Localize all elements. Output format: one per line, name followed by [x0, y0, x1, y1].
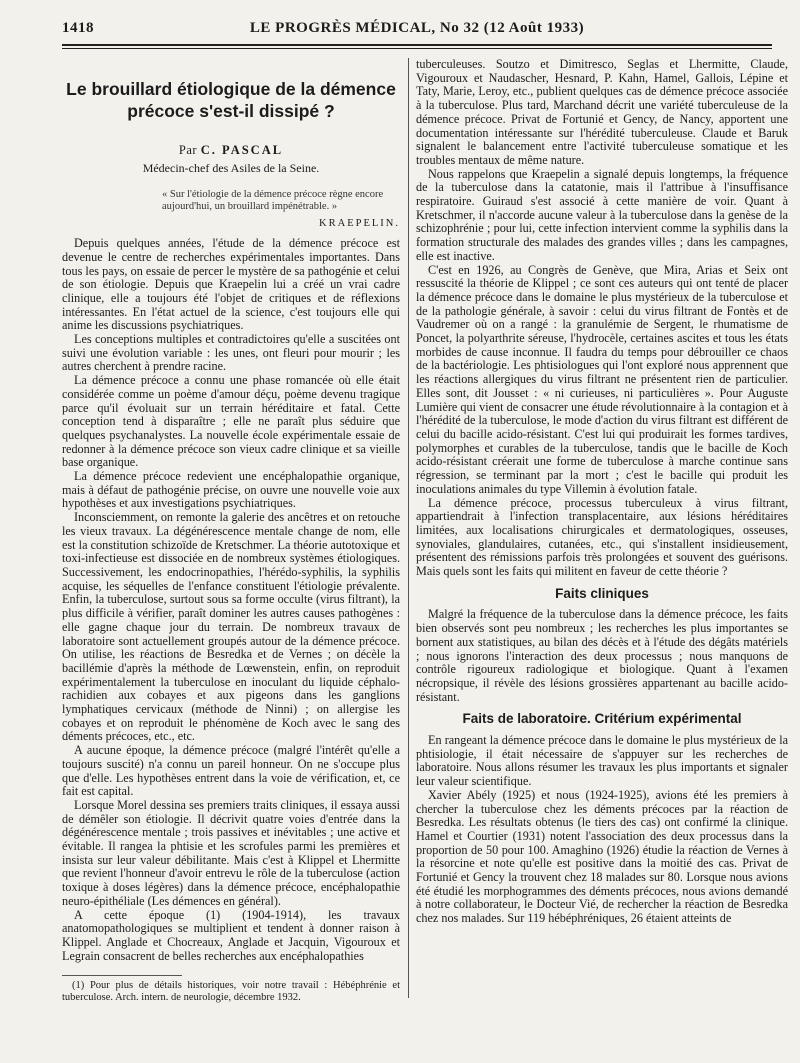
paragraph: Nous rappelons que Kraepelin a signalé depuis longtemps, la fréquence de la tuberculose dans la catatonie, mais il l'attribue à l'insuffisance respiratoire. Guiraud s'est associé à cette manière de voir. Quant à Kretschmer, il n'accorde aucune valeur à la tuberculose dans la genèse de la schizophrénie ; pour lui, cette infection intervient comme la syphilis dans la formation structurale des malades des grandes villes ; dans les campagnes, elle est inactive.	[416, 166, 788, 263]
paragraph: tuberculeuses. Soutzo et Dimitresco, Seglas et Lhermitte, Claude, Vigouroux et Naudascher, Hesnard, P. Kahn, Hamel, Gallois, Lépine et Taty, Marie, Leroy, etc., publient quelques cas de démence précoce associée à la tuberculose. Plus tard, Marchand décrit une variété tuberculeuse de la démence précoce. Privat de Fortunié et Gency, de Nancy, apportent une documentation intéressante sur l'hérédité tuberculeuse. Claude et Baruk signalent le balancement entre l'activité tuberculeuse somatique et les troubles mentaux de même nature.	[416, 57, 788, 167]
page-header	[62, 20, 772, 42]
paragraph: La démence précoce, processus tuberculeux à virus filtrant, appartiendrait à l'infection transplacentaire, aux lésions héréditaires limitées, aux localisations chirurgicales et dermatologiques, osseuses, synoviales, glandulaires, cutanées, etc., qui s'installent insidieusement, présentent des rémissions parfois très prolongées et souvent des guérisons. Mais quels sont les faits qui militent en faveur de cette théorie ?	[416, 495, 788, 579]
epigraph: « Sur l'étiologie de la démence précoce règne encore aujourd'hui, un brouillard impénétrable. »	[162, 189, 384, 213]
article-title: Le brouillard étiologique de la démence précoce s'est-il dissipé ?	[66, 79, 396, 121]
column-divider	[408, 58, 409, 998]
left-column	[62, 58, 400, 1004]
page-number: 1418	[62, 20, 94, 36]
author-prefix: Par	[178, 143, 198, 157]
header-rule	[62, 44, 772, 46]
paragraph: La démence précoce redevient une encéphalopathie organique, mais à défaut de pathogénie précise, on ouvre une nouvelle voie aux hypothèses et aux investigations psychiatriques.	[62, 469, 400, 511]
author-line	[62, 144, 400, 158]
paragraph: A cette époque (1) (1904-1914), les travaux anatomopathologiques se multiplient et tendent à donner raison à Klippel. Anglade et Chocreaux, Anglade et Jacquin, Vigouroux et Legrain consacrent de belles recherches aux encéphalopathies	[62, 907, 400, 963]
paragraph: A aucune époque, la démence précoce (malgré l'intérêt qu'elle a toujours suscité) n'a connu un pareil honneur. On ne s'occupe plus que d'elle. Les hypothèses entrent dans la voie de vérification, et, ce fait est capital.	[62, 743, 400, 799]
paragraph: Xavier Abély (1925) et nous (1924-1925), avions été les premiers à chercher la tuberculose chez les déments précoces par la réaction de Besredka. Les résultats obtenus (le tiers des cas) ont confirmé la clinique. Hamel et Courtier (1931) notent l'association des deux processus dans la proportion de 50 pour 100. Amaghino (1926) étudie la réaction de Vernes à la résorcine et note qu'elle est positive dans la moitié des cas. Privat de Fortunié et Gency la trouvent chez 18 malades sur 80. Lorsque nous avions été étudié les morphogrammes des déments précoces, nous avions demandé à notre collaborateur, le Docteur Vié, de rechercher la réaction de Besredka chez nos malades. Sur 119 hébéphréniques, 26 étaient atteints de	[416, 787, 788, 926]
paragraph: Inconsciemment, on remonte la galerie des ancêtres et on retouche les vieux travaux. La dégénérescence mentale change de nom, elle est la constitution schizoïde de Kretschmer. La théorie autotoxique et toxi-infectieuse est dissociée en de nombreux systèmes étiologiques. Successivement, les endocrinopathies, l'hérédo-syphilis, la syphilis acquise, les séquelles de l'enfance constituent l'étiologie prévalente. Enfin, la tuberculose, surtout sous sa forme occulte (virus filtrant), la plus difficile à vérifier, paraît dominer les autres causes pathogènes : elle gagne chaque jour du terrain. De nombreux travaux de laboratoire sont actuellement groupés autour de la démence précoce. On utilise, les réactions de Besredka et de Vernes ; on décèle la bacillémie d'après la méthode de Lœwenstein, enfin, on reproduit expérimentalement la tuberculose en inoculant du liquide céphalo-rachidien aux cobayes et aux pigeons dans les ganglions lymphatiques cervicaux (méthode de Ninni) ; on allergise les cobayes et on reproduit le phénomène de Koch avec le sang des déments précoces, etc., etc.	[62, 510, 400, 744]
footnote: (1) Pour plus de détails historiques, voir notre travail : Hébéphrénie et tuberculose. Arch. intern. de neurologie, décembre 1932.	[62, 980, 400, 1004]
paragraph: Malgré la fréquence de la tuberculose dans la démence précoce, les faits bien observés sont peu nombreux ; les recherches les plus importantes se bornent aux statistiques, au bilan des décès et à l'étude des dégâts matériels ; nous ignorons l'interaction des deux processus ; nous manquons de contrôle rigoureux radiologique et biologique. Quant à l'examen nécropsique, il révèle des lésions grossières appartenant au bacille acido-résistant.	[416, 607, 788, 704]
author-affiliation: Médecin-chef des Asiles de la Seine.	[142, 160, 320, 175]
section-heading-laboratory: Faits de laboratoire. Critérium expérimental	[462, 711, 742, 727]
right-column	[416, 58, 788, 926]
header-rule-thin	[62, 48, 772, 49]
paragraph: Depuis quelques années, l'étude de la démence précoce est devenue le centre de recherches expérimentales importantes. Dans tous les pays, on essaie de percer le mystère de sa pathogénie et celui de son étiologie. Depuis que Kraepelin lui a créé un vrai cadre clinique, elle a toujours été l'objet de critiques et de réflexions intéressantes. En l'état actuel de la science, c'est toujours elle qui anime les discussions psychiatriques.	[62, 236, 400, 333]
footnote-rule	[62, 975, 182, 976]
journal-title: LE PROGRÈS MÉDICAL, No 32 (12 Août 1933)	[249, 20, 585, 36]
paragraph: La démence précoce a connu une phase romancée où elle était considérée comme un poème d'amour déçu, poème devenu tragique parce qu'il évoluait sur un terrain héréditaire et fatal. Cette conception tend à disparaître ; elle ne paraît plus séduire que quelques psychanalystes. La nouvelle école expérimentale essaie de redonner à la démence précoce son vieux cadre clinique et sa vieille base organique.	[62, 373, 400, 470]
paragraph: Les conceptions multiples et contradictoires qu'elle a suscitées ont suivi une évolution variable : les unes, ont fleuri pour mourir ; les autres cherchent à prendre racine.	[62, 332, 400, 374]
epigraph-author: KRAEPELIN.	[319, 218, 400, 230]
author-name: C. PASCAL	[200, 143, 284, 157]
paragraph: C'est en 1926, au Congrès de Genève, que Mira, Arias et Seix ont ressuscité la théorie de Klippel ; ce sont ces auteurs qui ont tenté de placer la démence précoce dans le domaine le plus mystérieux de la tuberculose et de la pathologie générale, à savoir : celui du virus filtrant de Fontès et de Vaudremer où on a rangé : la granulémie de Sergent, le rhumatisme de Poncet, la polyarthrite séreuse, l'hydrocèle, certaines ascites et tous les états morbides de cause inconnue. Il faudra du temps pour débrouiller ce chaos de la bactériologie. Les phtisiologues qui l'ont exploré nous apprennent que les réactions allergiques du virus filtrant ne présentent rien de particulier. Elles sont, dit Jousset : « ni curieuses, ni particulières ». Pour Auguste Lumière qui vient de consacrer une étude révolutionnaire à la contagion et à l'hérédité de la tuberculose, le mode d'action du virus filtrant est différent de celui du bacille acido-résistant. C'est lui qui produirait les formes tardives, polymorphes et curables de la tuberculose, tandis que le bacille de Koch acido-résistant créerait une forme de tuberculose à marche continue sans régression, se terminant par la mort ; c'est le bacille qui produit les inoculations animales du type Villemin à évolution fatale.	[416, 262, 788, 496]
paragraph: En rangeant la démence précoce dans le domaine le plus mystérieux de la phtisiologie, il était nécessaire de s'appuyer sur les recherches de laboratoire. Nous allons résumer les travaux les plus importants et signaler leur valeur scientifique.	[416, 733, 788, 789]
section-heading-clinical: Faits cliniques	[555, 585, 649, 601]
paragraph: Lorsque Morel dessina ses premiers traits cliniques, il essaya aussi de démêler son étiologie. Il décrivit quatre voies d'entrée dans la dégénérescence mentale ; trois passives et inévitables ; une active et évitable. Il rangea la phtisie et les scrofules parmi les premières et insista sur leur valeur débilitante. Mais c'est à Klippel et Lhermitte que revient l'honneur d'avoir entrevu le rôle de la tuberculose (action toxique à doses légères) dans la démence précoce, encéphalopathie neuro-épithéliale (Les démences en général).	[62, 797, 400, 908]
